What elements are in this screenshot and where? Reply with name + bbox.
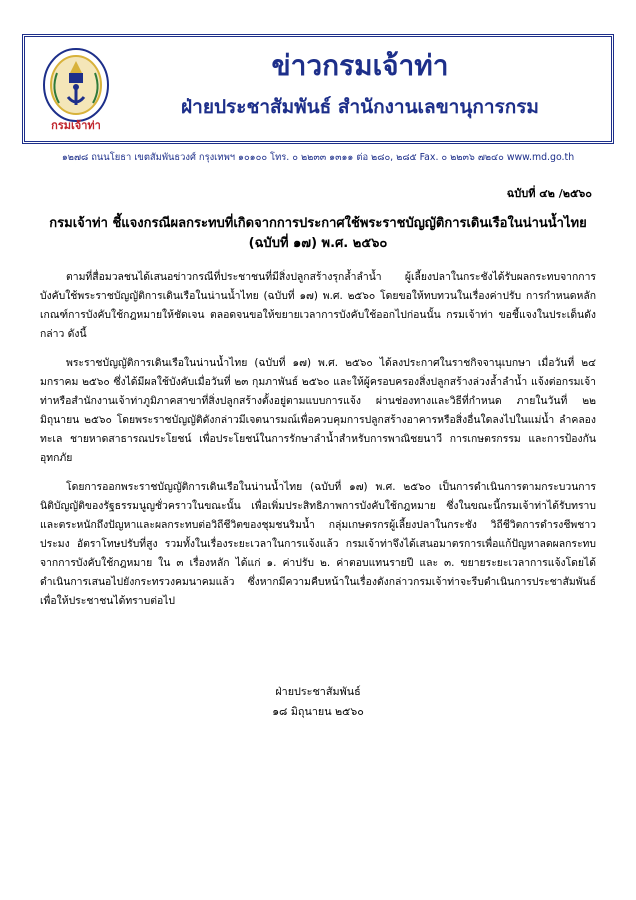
paragraph-2: พระราชบัญญัติการเดินเรือในน่านน้ำไทย (ฉบับที่ ๑๗) พ.ศ. ๒๕๖๐ ได้ลงประกาศในราชกิจจานุเบกษา เมื่อวันที่ ๒๔ มกราคม ๒๕๖๐ ซึ่งได้มีผลใช้บังคับเมื่อวันที่ ๒๓ กุมภาพันธ์ ๒๕๖๐ และให้ผู้ครอบครองสิ่งปลูกสร้างล่วงล้ำลำน้ำ แจ้งต่อกรมเจ้าท่าหรือสำนักงานเจ้าท่าภูมิภาคสาขาที่สิ่งปลูกสร้างตั้งอยู่ตามแบบการแจ้ง ผ่านช่องทางและวิธีที่กำหนด ภายในวันที่ ๒๒ มิถุนายน ๒๕๖๐ โดยพระราชบัญญัติดังกล่าวมีเจตนารมณ์เพื่อควบคุมการปลูกสร้างอาคารหรือสิ่งอื่นใดลงไปในแม่น้ำ ลำคลอง ทะเล ชายหาดสาธารณประโยชน์ เพื่อประโยชน์ในการรักษาลำน้ำสำหรับการพาณิชยนาวี การเกษตรกรรม และการป้องกันอุทกภัย: [40, 357, 596, 464]
issue-number: ฉบับที่ ๔๒ /๒๕๖๐: [506, 187, 592, 200]
logo-text: กรมเจ้าท่า: [51, 119, 101, 132]
signature-date: ๑๘ มิถุนายน ๒๕๖๐: [272, 705, 364, 718]
heading-line-2: (ฉบับที่ ๑๗) พ.ศ. ๒๕๖๐: [248, 236, 388, 251]
paragraph-3: โดยการออกพระราชบัญญัติการเดินเรือในน่านน้ำไทย (ฉบับที่ ๑๗) พ.ศ. ๒๕๖๐ เป็นการดำเนินการตามกระบวนการนิติบัญญัติของรัฐธรรมนูญชั่วคราวในขณะนั้น เพื่อเพิ่มประสิทธิภาพการบังคับใช้กฎหมาย ซึ่งในขณะนี้กรมเจ้าท่าได้รับทราบและตระหนักถึงปัญหาและผลกระทบต่อวิถีชีวิตของชุมชนริมน้ำ กลุ่มเกษตรกรผู้เลี้ยงปลาในกระชัง วิถีชีวิตการดำรงชีพชาวประมง อัตราโทษปรับที่สูง รวมทั้งในเรื่องระยะเวลาในการแจ้งแล้ว กรมเจ้าท่าจึงได้เสนอมาตรการเพื่อแก้ปัญหาลดผลกระทบจากการบังคับใช้กฎหมาย ใน ๓ เรื่องหลัก ได้แก่ ๑. ค่าปรับ ๒. ค่าตอบแทนรายปี และ ๓. ขยายระยะเวลาการแจ้งโดยได้ดำเนินการเสนอไปยังกระทรวงคมนาคมแล้ว ซึ่งหากมีความคืบหน้าในเรื่องดังกล่าวกรมเจ้าท่าจะรีบดำเนินการประชาสัมพันธ์เพื่อให้ประชาชนได้ทราบต่อไป: [40, 481, 596, 607]
signature-department: ฝ่ายประชาสัมพันธ์: [275, 685, 361, 698]
signature-block: [0, 682, 636, 722]
heading-line-1: กรมเจ้าท่า ชี้แจงกรณีผลกระทบที่เกิดจากการประกาศใช้พระราชบัญญัติการเดินเรือในน่านน้ำไทย: [49, 216, 587, 231]
marine-department-seal-icon: [35, 45, 117, 135]
letterhead: [22, 34, 614, 144]
paragraph-1: ตามที่สื่อมวลชนได้เสนอข่าวกรณีที่ประชาชนที่มีสิ่งปลูกสร้างรุกล้ำลำน้ำ ผู้เลี้ยงปลาในกระชังได้รับผลกระทบจากการบังคับใช้พระราชบัญญัติการเดินเรือในน่านน้ำไทย (ฉบับที่ ๑๗) พ.ศ. ๒๕๖๐ โดยขอให้ทบทวนในเรื่องค่าปรับ การกำหนดหลักเกณฑ์การบังคับใช้กฎหมายให้ชัดเจน ตลอดจนขอให้ขยายเวลาการบังคับใช้ออกไปก่อนนั้น กรมเจ้าท่า ขอชี้แจงในประเด็นดังกล่าว ดังนี้: [40, 271, 596, 340]
department-subtitle: ฝ่ายประชาสัมพันธ์ สำนักงานเลขานุการกรม: [181, 96, 539, 118]
press-heading: [40, 214, 596, 254]
page-title: ข่าวกรมเจ้าท่า: [271, 49, 449, 82]
press-body: [40, 268, 596, 621]
contact-address: ๑๒๗๘ ถนนโยธา เขตสัมพันธวงศ์ กรุงเทพฯ ๑๐๑๐๐ โทร. ๐ ๒๒๓๓ ๑๓๑๑ ต่อ ๒๘๐, ๒๘๕ Fax. ๐ ๒๒๓๖ ๗๒๔๐ www.md.go.th: [61, 152, 575, 163]
